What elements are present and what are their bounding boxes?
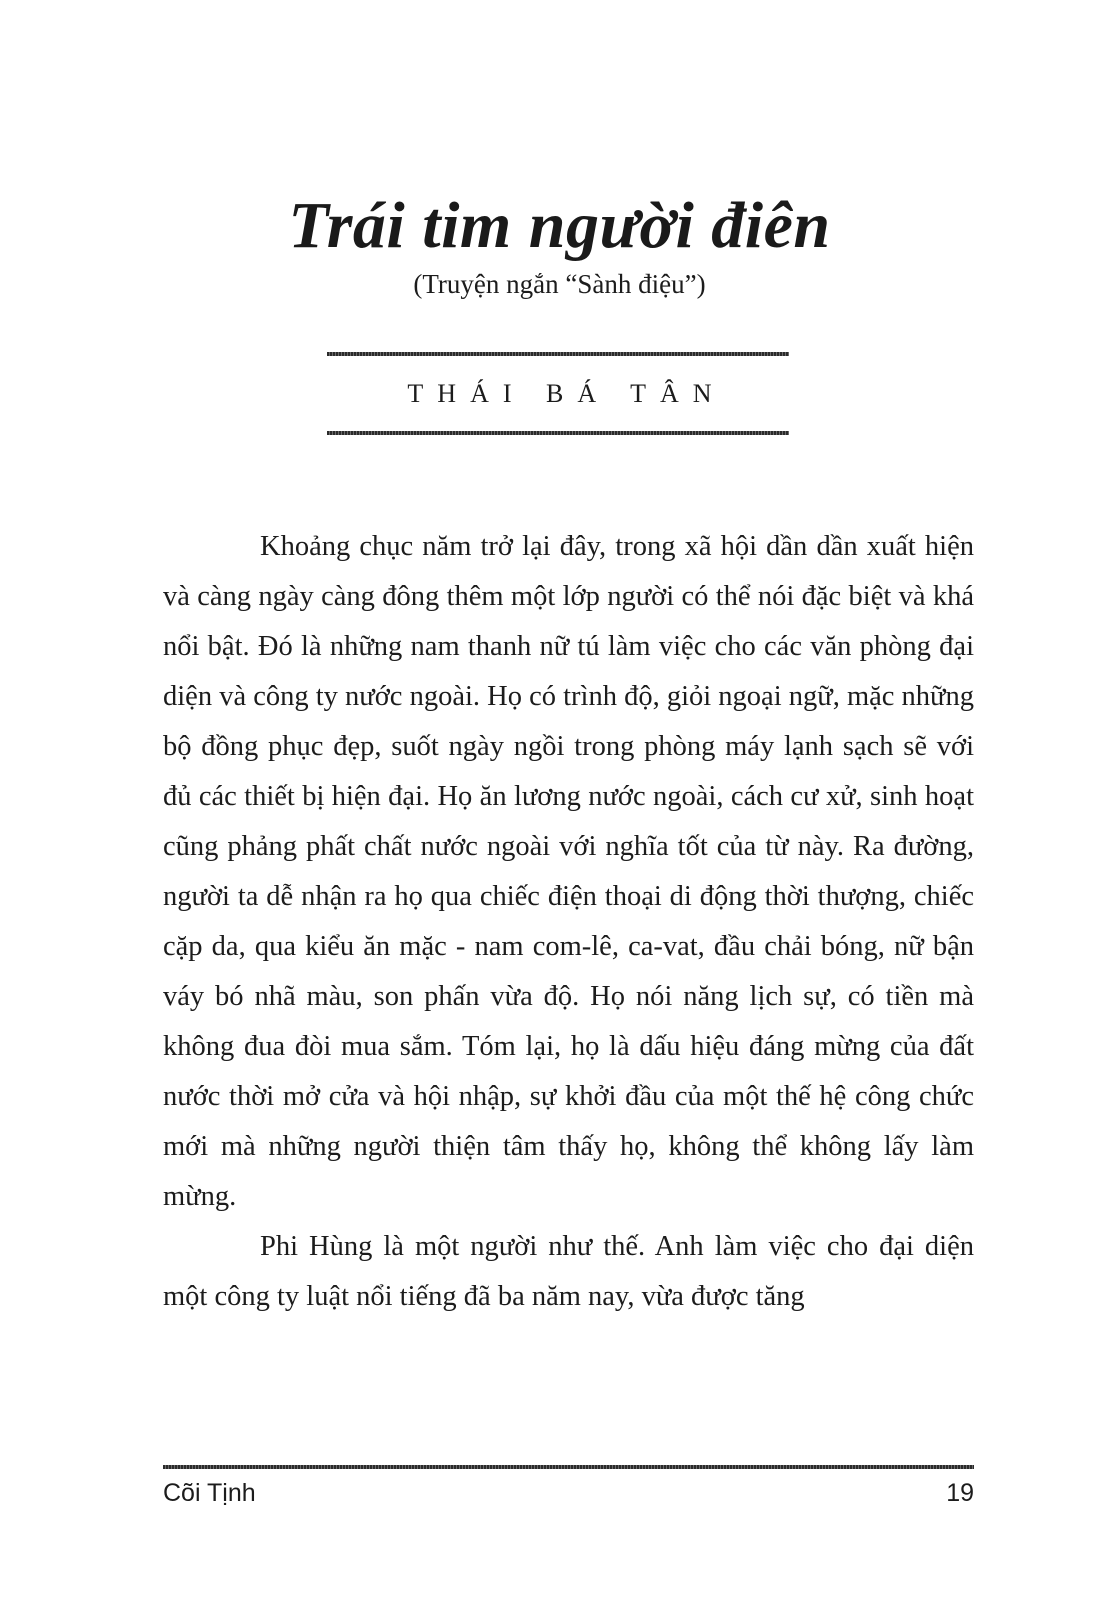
body-paragraph: Khoảng chục năm trở lại đây, trong xã hội dần dần xuất hiện và càng ngày càng đông thêm một lớp người có thể nói đặc biệt và khá nổi bật. Đó là những nam thanh nữ tú làm việc cho các văn phòng đại diện và công ty nước ngoài. Họ có trình độ, giỏi ngoại ngữ, mặc những bộ đồng phục đẹp, suốt ngày ngồi trong phòng máy lạnh sạch sẽ với đủ các thiết bị hiện đại. Họ ăn lương nước ngoài, cách cư xử, sinh hoạt cũng phảng phất chất nước ngoài với nghĩa tốt của từ này. Ra đường, người ta dễ nhận ra họ qua chiếc điện thoại di động thời thượng, chiếc cặp da, qua kiểu ăn mặc - nam com-lê, ca-vat, đầu chải bóng, nữ bận váy bó nhã màu, son phấn vừa độ. Họ nói năng lịch sự, có tiền mà không đua đòi mua sắm. Tóm lại, họ là dấu hiệu đáng mừng của đất nước thời mở cửa và hội nhập, sự khởi đầu của một thế hệ công chức mới mà những người thiện tâm thấy họ, không thể không lấy làm mừng. (163, 531, 974, 1212)
footer-rule (163, 1465, 974, 1469)
story-subtitle: (Truyện ngắn “Sành điệu”) (413, 269, 706, 299)
author-bottom-rule (327, 431, 789, 435)
author-name: THÁI BÁ TÂN (407, 379, 726, 408)
author-top-rule (327, 352, 789, 356)
story-title: Trái tim người điên (288, 189, 831, 262)
body-paragraph: Phi Hùng là một người như thế. Anh làm việc cho đại diện một công ty luật nổi tiếng đã ba năm nay, vừa được tăng (163, 1231, 974, 1312)
footer-book-title: Cõi Tịnh (163, 1479, 256, 1507)
footer-page-number: 19 (946, 1479, 974, 1507)
story-body (163, 522, 974, 1322)
